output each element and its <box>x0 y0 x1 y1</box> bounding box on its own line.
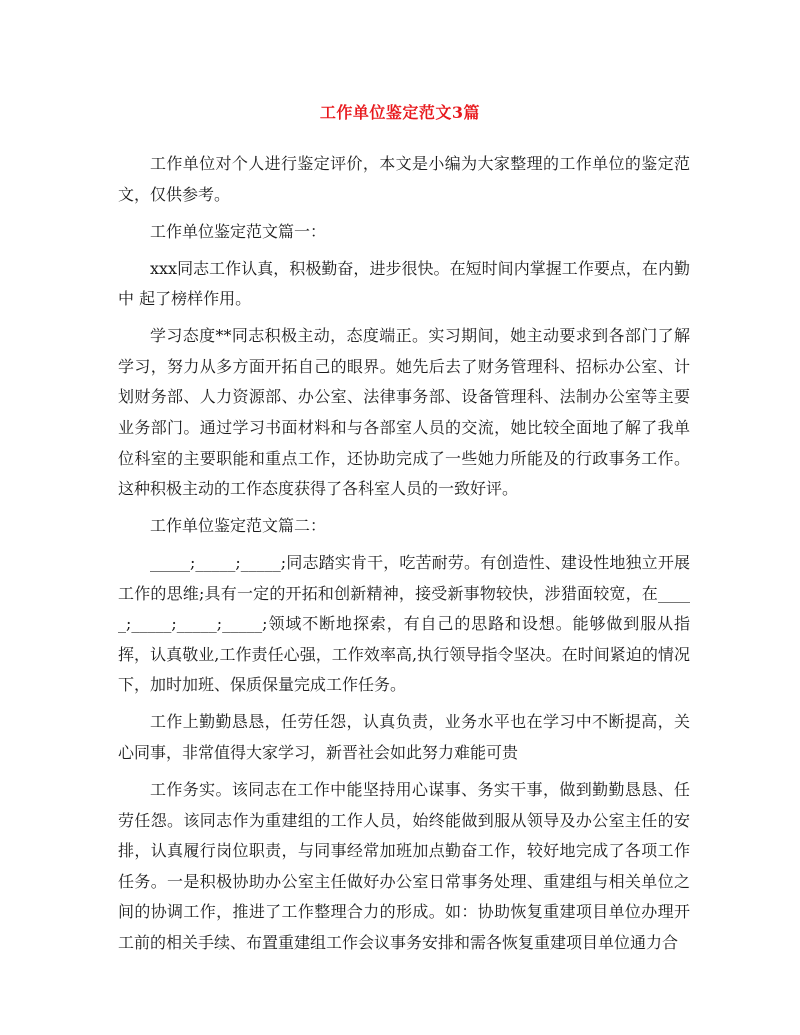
section-heading-1: 工作单位鉴定范文篇一： <box>150 221 327 241</box>
section-heading-2: 工作单位鉴定范文篇二： <box>150 516 327 536</box>
document-title: 工作单位鉴定范文3篇 <box>319 103 481 122</box>
body-paragraph: xxx同志工作认真，积极勤奋，进步很快。在短时间内掌握工作要点，在内勤中 起了榜样作用。 <box>118 258 690 309</box>
body-paragraph: 工作务实。该同志在工作中能坚持用心谋事、务实干事，做到勤勤恳恳、任劳任怨。该同志作为重建组的工作人员，始终能做到服从领导及办公室主任的安排，认真履行岗位职责，与同事经常加班加点勤奋工作，较好地完成了各项工作任务。一是积极协助办公室主任做好办公室日常事务处理、重建组与相关单位之间的协调工作，推进了工作整理合力的形成。如：协助恢复重建项目单位办理开工前的相关手续、布置重建组工作会议事务安排和需各恢复重建项目单位通力合 <box>118 780 690 952</box>
body-paragraph: 工作上勤勤恳恳，任劳任怨，认真负责，业务水平也在学习中不断提高，关心同事，非常值得大家学习，新晋社会如此努力难能可贵 <box>118 712 690 763</box>
intro-paragraph: 工作单位对个人进行鉴定评价，本文是小编为大家整理的工作单位的鉴定范文，仅供参考。 <box>118 154 690 204</box>
document-body <box>118 149 690 965</box>
body-paragraph: _____;_____;_____;同志踏实肯干，吃苦耐劳。有创造性、建设性地独立开展工作的思维;具有一定的开拓和创新精神，接受新事物较快，涉猎面较宽，在_____;_____;_____;_____;领域不断地探索，有自己的思路和设想。能够做到服从指挥，认真敬业,工作责任心强，工作效率高,执行领导指令坚决。在时间紧迫的情况下，加时加班、保质保量完成工作任务。 <box>118 553 690 695</box>
body-paragraph: 学习态度**同志积极主动，态度端正。实习期间，她主动要求到各部门了解学习，努力从多方面开拓自己的眼界。她先后去了财务管理科、招标办公室、计划财务部、人力资源部、办公室、法律事务部、设备管理科、法制办公室等主要业务部门。通过学习书面材料和与各部室人员的交流，她比较全面地了解了我单位科室的主要职能和重点工作，还协助完成了一些她力所能及的行政事务工作。这种积极主动的工作态度获得了各科室人员的一致好评。 <box>118 326 690 499</box>
